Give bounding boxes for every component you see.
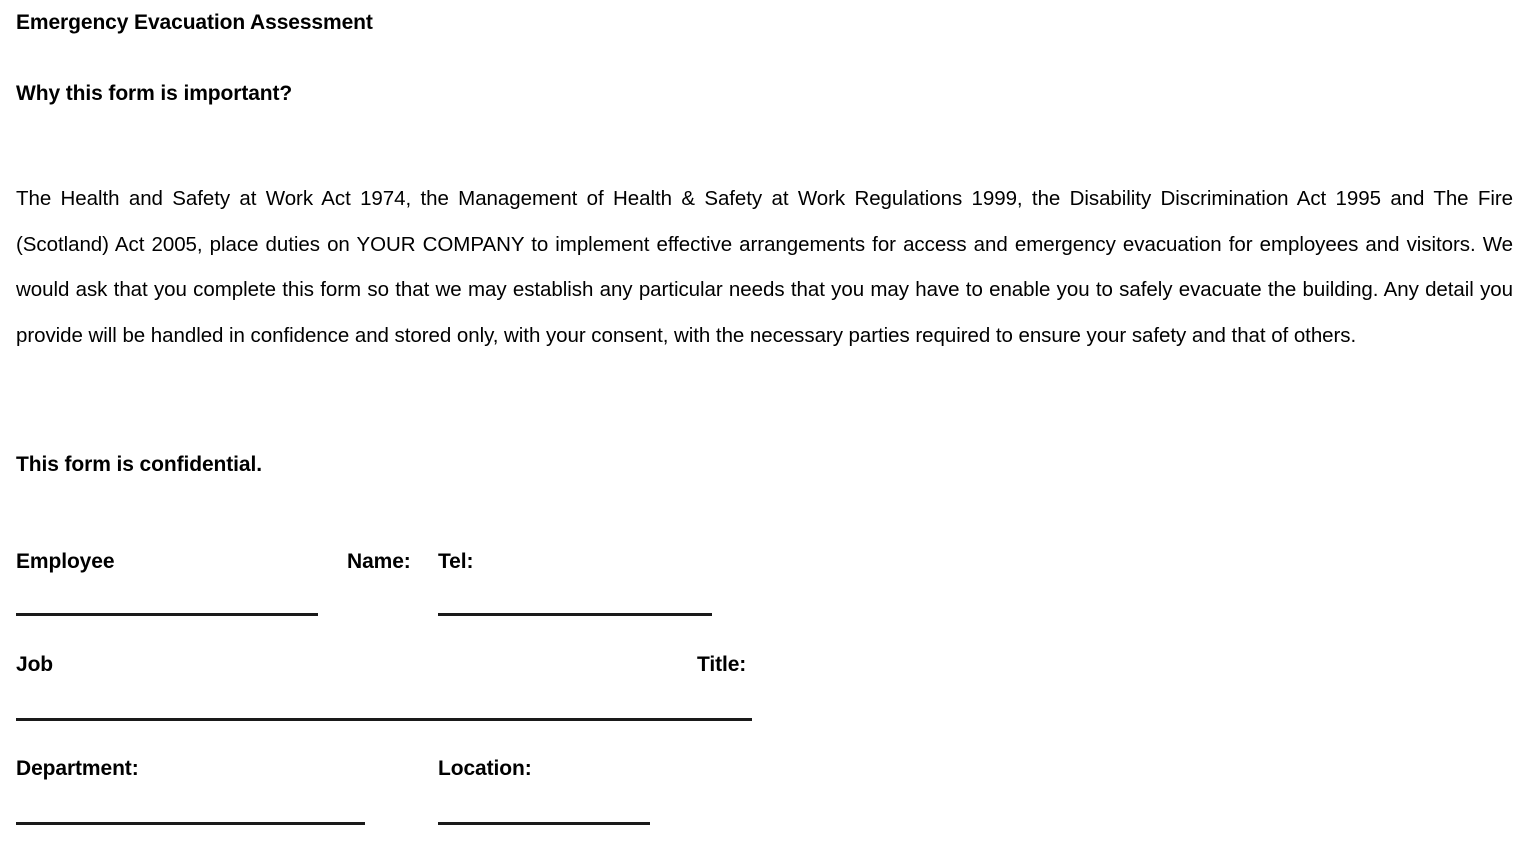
input-line-employee-name[interactable]	[16, 613, 318, 616]
confidentiality-statement: This form is confidential.	[16, 453, 262, 476]
label-title: Title:	[697, 653, 747, 676]
page-title: Emergency Evacuation Assessment	[16, 11, 373, 34]
label-employee: Employee	[16, 550, 115, 573]
input-line-department[interactable]	[16, 822, 365, 825]
input-line-tel[interactable]	[438, 613, 712, 616]
section-heading-why-this-form-is-important: Why this form is important?	[16, 82, 293, 105]
form-row-employee-labels	[16, 548, 1516, 578]
label-tel: Tel:	[438, 550, 474, 573]
body-paragraph: The Health and Safety at Work Act 1974, the Management of Health & Safety at Work Regulations 1999, the Disability Discrimination Act 1995 and The Fire (Scotland) Act 2005, place duties on YOUR COMPANY to implement effective arrangements for access and emergency evacuation for employees and visitors. We would ask that you complete this form so that we may establish any particular needs that you may have to enable you to safely evacuate the building. Any detail you provide will be handled in confidence and stored only, with your consent, with the necessary parties required to ensure your safety and that of others.	[16, 187, 1513, 347]
form-row-department-location-labels	[16, 755, 1516, 785]
label-job: Job	[16, 653, 54, 676]
label-location: Location:	[438, 757, 532, 780]
form-row-job-title-labels	[16, 651, 1516, 681]
form-row-employee	[16, 548, 1516, 628]
label-name: Name:	[347, 550, 411, 573]
label-department: Department:	[16, 757, 139, 780]
form-row-job-title	[16, 651, 1516, 731]
input-line-job-title[interactable]	[16, 718, 752, 721]
input-line-location[interactable]	[438, 822, 650, 825]
form-row-department-location	[16, 755, 1516, 835]
